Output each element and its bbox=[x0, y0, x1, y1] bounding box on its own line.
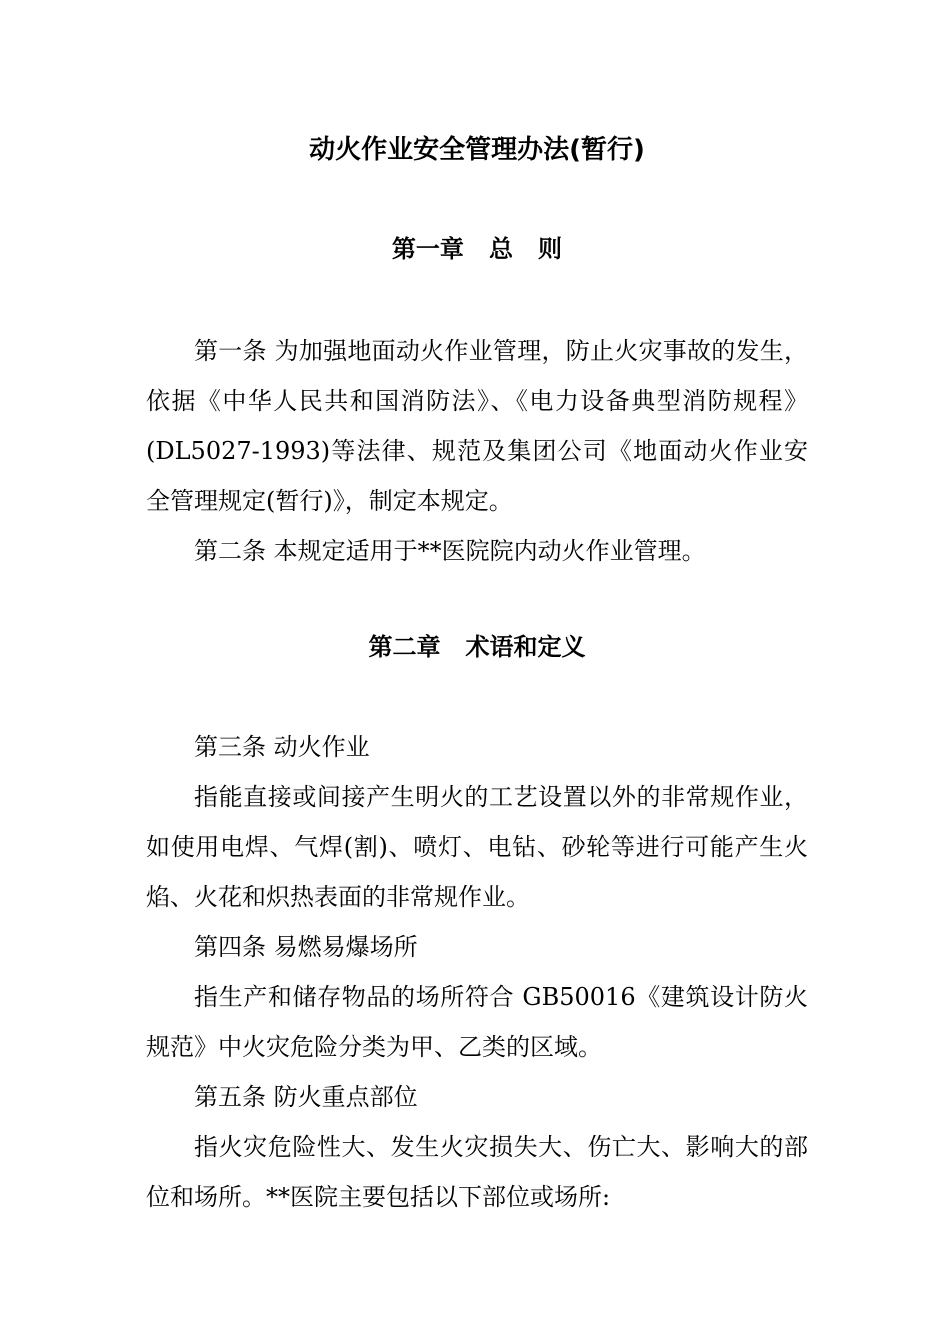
article-1-paragraph: 第一条 为加强地面动火作业管理，防止火灾事故的发生，依据《中华人民共和国消防法》、《电力设备典型消防规程》(DL5027-1993)等法律、规范及集团公司《地面动火作业安全管理规定(暂行)》，制定本规定。 bbox=[146, 337, 808, 515]
chapter-2-body bbox=[146, 722, 808, 1222]
document-title: 动火作业安全管理办法(暂行) bbox=[309, 135, 645, 165]
article-3-definition: 指能直接或间接产生明火的工艺设置以外的非常规作业，如使用电焊、气焊(割)、喷灯、电钻、砂轮等进行可能产生火焰、火花和炽热表面的非常规作业。 bbox=[146, 783, 808, 911]
article-4-heading: 第四条 易燃易爆场所 bbox=[194, 933, 418, 961]
article-5-definition: 指火灾危险性大、发生火灾损失大、伤亡大、影响大的部位和场所。**医院主要包括以下部位或场所: bbox=[146, 1133, 808, 1211]
article-4-definition: 指生产和储存物品的场所符合 GB50016《建筑设计防火规范》中火灾危险分类为甲、乙类的区域。 bbox=[146, 983, 808, 1061]
document-page bbox=[146, 0, 808, 1344]
chapter-heading-1: 第一章 总 则 bbox=[391, 235, 563, 263]
article-3-heading: 第三条 动火作业 bbox=[194, 733, 370, 761]
article-2-paragraph: 第二条 本规定适用于**医院院内动火作业管理。 bbox=[194, 537, 706, 565]
chapter-heading-2: 第二章 术语和定义 bbox=[368, 633, 586, 661]
article-5-heading: 第五条 防火重点部位 bbox=[194, 1083, 418, 1111]
chapter-1-body bbox=[146, 326, 808, 576]
